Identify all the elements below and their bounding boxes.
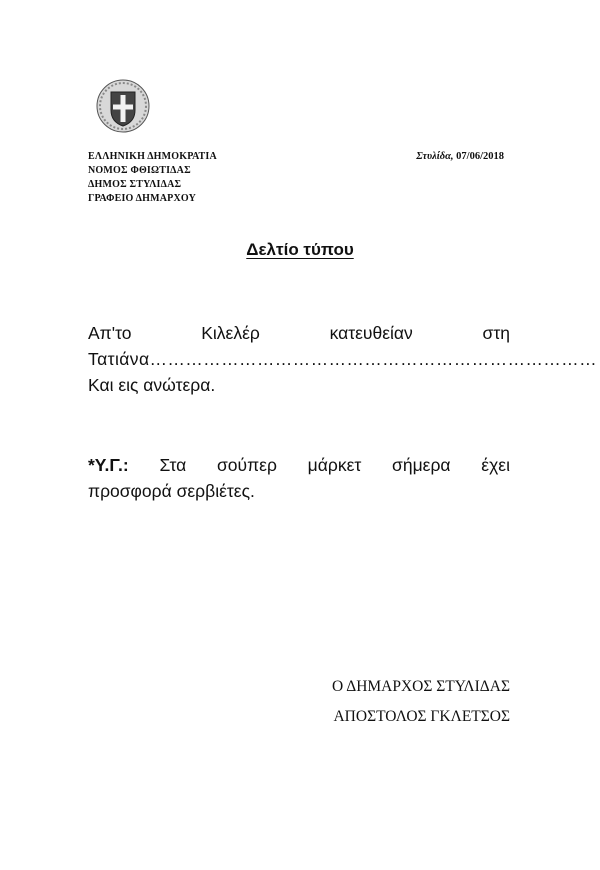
date: 07/06/2018 xyxy=(456,151,504,162)
word: κατευθείαν xyxy=(329,323,413,343)
postscript-label: *Υ.Γ.: xyxy=(88,455,129,475)
word: μάρκετ xyxy=(307,455,362,475)
document-title: Δελτίο τύπου xyxy=(246,240,354,259)
signature-block xyxy=(332,672,510,732)
word: Στα xyxy=(159,455,187,475)
word: στη xyxy=(482,323,510,343)
header-line-municipality: ΔΗΜΟΣ ΣΤΥΛΙΔΑΣ xyxy=(88,179,182,190)
postscript xyxy=(88,452,510,504)
issuing-authority xyxy=(88,150,217,206)
place: Στυλίδα, xyxy=(416,151,454,162)
paragraph-1 xyxy=(88,320,597,398)
postscript-line-2: προσφορά σερβιέτες. xyxy=(88,481,255,501)
hellenic-republic-emblem-icon xyxy=(95,78,151,134)
signatory-title: Ο ΔΗΜΑΡΧΟΣ ΣΤΥΛΙΔΑΣ xyxy=(332,678,510,695)
word: σήμερα xyxy=(392,455,451,475)
signatory-name: ΑΠΟΣΤΟΛΟΣ ΓΚΛΕΤΣΟΣ xyxy=(333,708,510,725)
paragraph-1-line-1 xyxy=(88,320,510,346)
header-line-republic: ΕΛΛΗΝΙΚΗ ΔΗΜΟΚΡΑΤΙΑ xyxy=(88,151,217,162)
header-line-prefecture: ΝΟΜΟΣ ΦΘΙΩΤΙΔΑΣ xyxy=(88,165,191,176)
word: Απ'το xyxy=(88,323,132,343)
place-and-date xyxy=(416,150,504,164)
word: Κιλελέρ xyxy=(201,323,260,343)
paragraph-1-line-3: Και εις ανώτερα. xyxy=(88,375,216,395)
header-line-office: ΓΡΑΦΕΙΟ ΔΗΜΑΡΧΟΥ xyxy=(88,193,197,204)
paragraph-1-line-2: Τατιάνα………………………………………………………………… xyxy=(88,349,597,369)
postscript-line-1 xyxy=(88,452,510,478)
word: σούπερ xyxy=(216,455,277,475)
word: έχει xyxy=(481,455,510,475)
